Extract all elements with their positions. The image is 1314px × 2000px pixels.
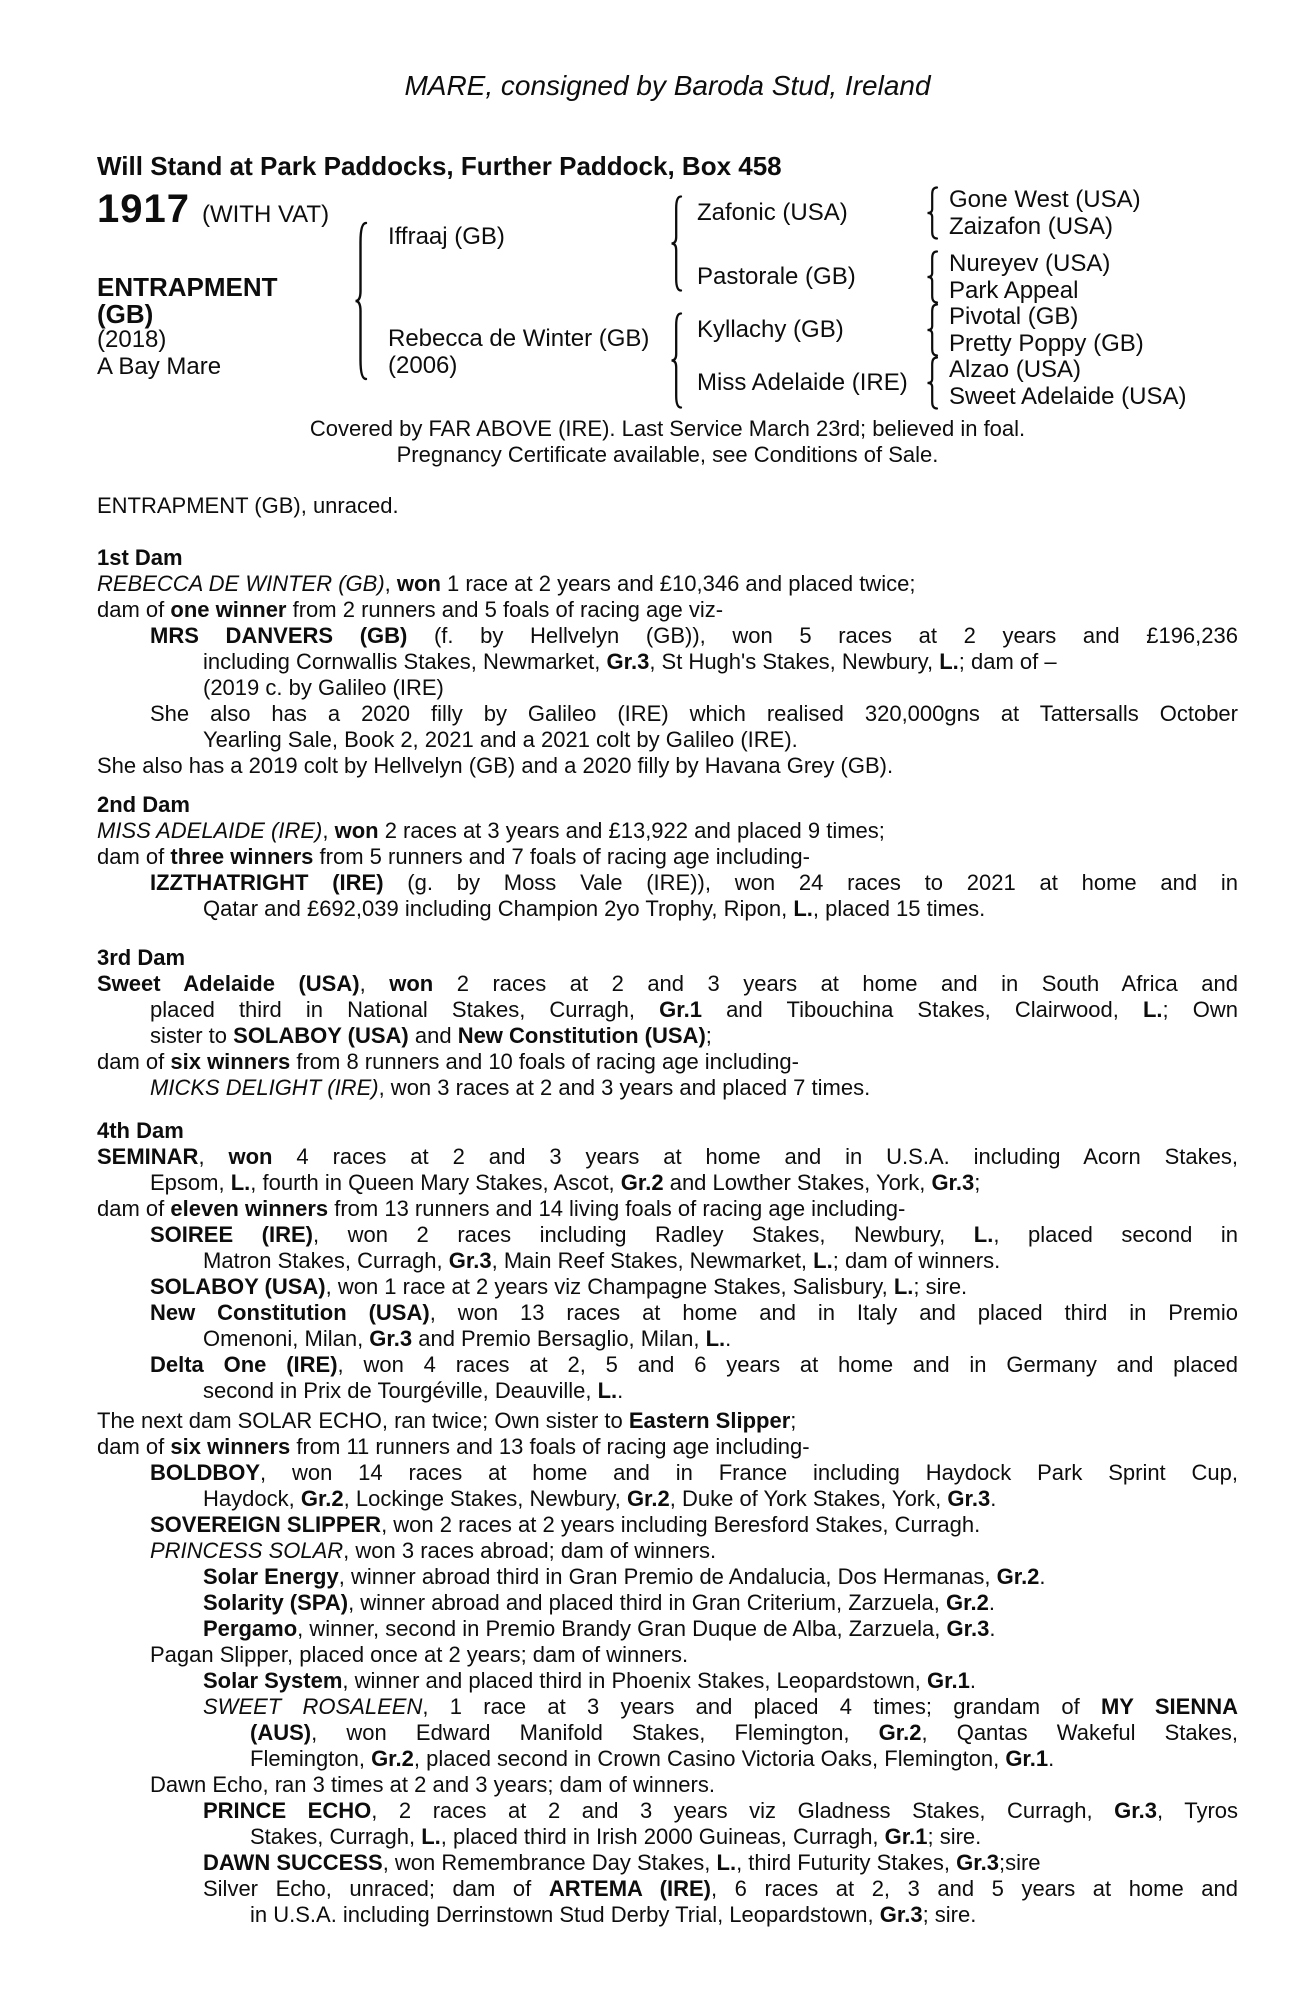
text-line xyxy=(150,1075,1238,1101)
text-line xyxy=(150,870,1238,896)
text-run: ; xyxy=(790,1408,797,1433)
dam-section-header: 2nd Dam xyxy=(97,792,190,817)
text-run: , won Remembrance Day Stakes, xyxy=(382,1850,717,1875)
text-run: , 1 race at 3 years and placed 4 times; grandam of xyxy=(422,1694,1101,1719)
brace-icon xyxy=(668,195,684,292)
text-run: Pergamo xyxy=(203,1616,298,1641)
horse-name-suffix: (GB) xyxy=(97,299,154,329)
text-run: (AUS) xyxy=(250,1720,312,1745)
text-run: SWEET ROSALEEN xyxy=(203,1694,423,1719)
text-line xyxy=(150,701,1238,727)
text-run: Gr.2 xyxy=(626,1486,670,1511)
text-run: . xyxy=(617,1378,624,1403)
text-run: six winners xyxy=(170,1049,291,1074)
text-run: IZZTHATRIGHT (IRE) xyxy=(150,870,384,895)
stand-location-line: Will Stand at Park Paddocks, Further Paddock, Box 458 xyxy=(97,151,782,181)
dam-section-header: 3rd Dam xyxy=(97,945,186,970)
text-line xyxy=(97,597,1238,623)
text-run: won xyxy=(334,818,379,843)
brace-icon xyxy=(924,356,940,410)
text-run: one winner xyxy=(170,597,287,622)
text-run: ; sire. xyxy=(922,1902,977,1927)
text-run: PRINCE ECHO xyxy=(203,1798,372,1823)
text-run: SOIREE (IRE) xyxy=(150,1222,313,1247)
text-run: Gr.2 xyxy=(996,1564,1040,1589)
consignor-line: MARE, consigned by Baroda Stud, Ireland xyxy=(404,70,931,101)
text-run: Gr.2 xyxy=(878,1720,922,1745)
text-run: ; xyxy=(705,1023,712,1048)
great-grandparent-name: Pretty Poppy (GB) xyxy=(949,330,1144,357)
dam-section-header: 4th Dam xyxy=(97,1118,184,1143)
text-line xyxy=(150,1222,1238,1248)
text-run: L. xyxy=(1142,997,1163,1022)
text-run: . xyxy=(725,1326,732,1351)
pregnancy-line: Pregnancy Certificate available, see Conditions of Sale. xyxy=(396,442,939,467)
text-run: , Qantas Wakeful Stakes, xyxy=(921,1720,1238,1745)
text-run: placed third in National Stakes, Curragh, xyxy=(150,997,660,1022)
text-run: , winner abroad third in Gran Premio de Andalucia, Dos Hermanas, xyxy=(338,1564,997,1589)
text-run: Matron Stakes, Curragh, xyxy=(203,1248,449,1273)
horse-name: ENTRAPMENT xyxy=(97,272,278,302)
text-run: Eastern Slipper xyxy=(628,1408,791,1433)
text-run: from 5 runners and 7 foals of racing age including- xyxy=(313,844,810,869)
sire-name: Iffraaj (GB) xyxy=(388,223,505,250)
text-run: dam of xyxy=(97,1196,171,1221)
text-run: Sweet Adelaide (USA) xyxy=(97,971,360,996)
text-run: , won 1 race at 2 years viz Champagne Stakes, Salisbury, xyxy=(325,1274,894,1299)
text-run: , Duke of York Stakes, York, xyxy=(669,1486,948,1511)
pedigree-section xyxy=(97,1118,1238,1404)
text-run: , won 4 races at 2, 5 and 6 years at home and in Germany and placed xyxy=(337,1352,1238,1377)
text-run: L. xyxy=(793,896,813,921)
text-run: in U.S.A. including Derrinstown Stud Derby Trial, Leopardstown, xyxy=(250,1902,880,1927)
text-run: L. xyxy=(597,1378,618,1403)
text-run: . xyxy=(1039,1564,1046,1589)
covered-line: Covered by FAR ABOVE (IRE). Last Service March 23rd; believed in foal. xyxy=(309,416,1026,441)
text-run: SOLABOY (USA) xyxy=(233,1023,409,1048)
text-run: Solarity (SPA) xyxy=(203,1590,349,1615)
text-run: Gr.3 xyxy=(956,1850,999,1875)
text-run: dam of xyxy=(97,597,171,622)
pedigree-table xyxy=(0,181,1314,416)
text-run: , won 3 races at 2 and 3 years and placed 7 times. xyxy=(378,1075,871,1100)
text-run: , placed second in xyxy=(993,1222,1238,1247)
text-run: The next dam SOLAR ECHO, ran twice; Own sister to xyxy=(97,1408,629,1433)
text-run: , 6 races at 2, 3 and 5 years at home and xyxy=(710,1876,1238,1901)
text-run: Gr.1 xyxy=(884,1824,928,1849)
text-run: Gr.3 xyxy=(606,649,650,674)
text-run: MY SIENNA xyxy=(1100,1694,1239,1719)
text-run: REBECCA DE WINTER (GB) xyxy=(97,571,385,596)
text-line xyxy=(203,649,1238,675)
pedigree-section xyxy=(97,1408,1238,1928)
great-grandparent-name: Alzao (USA) xyxy=(949,356,1082,383)
text-run: MRS DANVERS (GB) xyxy=(150,623,408,648)
text-line xyxy=(203,1616,1238,1642)
text-run: Delta One (IRE) xyxy=(150,1352,338,1377)
brace-icon xyxy=(924,186,940,240)
text-run: Gr.3 xyxy=(448,1248,492,1273)
text-run: , won 13 races at home and in Italy and placed third in Premio xyxy=(429,1300,1238,1325)
great-grandparent-name: Nureyev (USA) xyxy=(949,250,1111,277)
text-run: SOVEREIGN SLIPPER xyxy=(150,1512,382,1537)
text-run: . xyxy=(989,1616,996,1641)
text-run: She also has a 2020 filly by Galileo (IRE) which realised 320,000gns at Tattersalls October xyxy=(150,701,1238,726)
text-run: from 11 runners and 13 foals of racing age including- xyxy=(290,1434,810,1459)
text-run: eleven winners xyxy=(170,1196,329,1221)
horse-year: (2018) xyxy=(97,326,167,353)
text-line xyxy=(97,1434,1238,1460)
text-line xyxy=(150,1460,1238,1486)
text-line xyxy=(97,1144,1238,1170)
text-run: MICKS DELIGHT (IRE) xyxy=(150,1075,379,1100)
text-run: ; Own xyxy=(1162,997,1238,1022)
text-run: from 8 runners and 10 foals of racing age including- xyxy=(290,1049,799,1074)
text-run: ARTEMA (IRE) xyxy=(548,1876,711,1901)
text-run: Gr.3 xyxy=(1114,1798,1157,1823)
text-run: , placed 15 times. xyxy=(812,896,986,921)
pedigree-section xyxy=(97,792,1238,922)
text-run: ; sire. xyxy=(927,1824,982,1849)
text-run: , winner and placed third in Phoenix Stakes, Leopardstown, xyxy=(342,1668,927,1693)
brace-icon xyxy=(924,303,940,357)
text-run: and Tibouchina Stakes, Clairwood, xyxy=(701,997,1143,1022)
text-line xyxy=(97,1408,1238,1434)
text-run: 2 races at 3 years and £13,922 and placed 9 times; xyxy=(378,818,885,843)
text-run: , winner abroad and placed third in Gran Criterium, Zarzuela, xyxy=(348,1590,947,1615)
text-run: , won 14 races at home and in France including Haydock Park Sprint Cup, xyxy=(260,1460,1238,1485)
text-run: (f. by Hellvelyn (GB)), won 5 races at 2 years and £196,236 xyxy=(407,623,1238,648)
brace-icon xyxy=(668,312,684,409)
text-line xyxy=(203,1798,1238,1824)
text-run: , xyxy=(198,1144,229,1169)
text-run: , placed third in Irish 2000 Guineas, Curragh, xyxy=(440,1824,885,1849)
text-line xyxy=(97,844,1238,870)
text-line xyxy=(203,1326,1238,1352)
text-line xyxy=(150,997,1238,1023)
text-run: L. xyxy=(716,1850,737,1875)
text-line xyxy=(203,1564,1238,1590)
text-run: ; xyxy=(974,1170,981,1195)
text-run: Solar Energy xyxy=(203,1564,339,1589)
great-grandparent-name: Zaizafon (USA) xyxy=(949,213,1114,240)
text-run: SOLABOY (USA) xyxy=(150,1274,326,1299)
text-line xyxy=(97,493,1238,519)
text-line xyxy=(203,675,1238,701)
text-line xyxy=(203,1694,1238,1720)
text-run: from 13 runners and 14 living foals of racing age including- xyxy=(328,1196,906,1221)
text-run: Stakes, Curragh, xyxy=(250,1824,422,1849)
text-run: New Constitution (USA) xyxy=(150,1300,430,1325)
text-run: six winners xyxy=(170,1434,291,1459)
text-run: dam of xyxy=(97,1434,171,1459)
text-run: Yearling Sale, Book 2, 2021 and a 2021 colt by Galileo (IRE). xyxy=(203,727,798,752)
dam-year: (2006) xyxy=(388,352,458,379)
text-line xyxy=(150,1642,1238,1668)
text-line xyxy=(203,727,1238,753)
text-run: DAWN SUCCESS xyxy=(203,1850,383,1875)
text-line xyxy=(150,1772,1238,1798)
text-run: , won 2 races at 2 years including Beresford Stakes, Curragh. xyxy=(381,1512,981,1537)
text-run: 1 race at 2 years and £10,346 and placed twice; xyxy=(440,571,916,596)
text-line xyxy=(150,1538,1238,1564)
text-run: (g. by Moss Vale (IRE)), won 24 races to 2021 at home and in xyxy=(383,870,1238,895)
text-line xyxy=(150,1512,1238,1538)
great-grandparent-name: Pivotal (GB) xyxy=(949,303,1079,330)
text-run: Gr.2 xyxy=(946,1590,989,1615)
text-run: New Constitution (USA) xyxy=(457,1023,706,1048)
brace-icon xyxy=(352,221,370,381)
text-run: , Lockinge Stakes, Newbury, xyxy=(343,1486,627,1511)
text-line xyxy=(150,1170,1238,1196)
text-line xyxy=(203,1850,1238,1876)
text-run: PRINCESS SOLAR xyxy=(150,1538,344,1563)
text-run: Gr.3 xyxy=(946,1616,990,1641)
text-run: Haydock, xyxy=(203,1486,301,1511)
text-run: Gr.3 xyxy=(931,1170,975,1195)
text-line xyxy=(150,1023,1238,1049)
grandsire-name: Kyllachy (GB) xyxy=(697,316,844,343)
granddam-name: Miss Adelaide (IRE) xyxy=(697,369,908,396)
text-run: , won Edward Manifold Stakes, Flemington, xyxy=(311,1720,879,1745)
text-run: , St Hugh's Stakes, Newbury, xyxy=(649,649,940,674)
text-run: won xyxy=(228,1144,273,1169)
text-line xyxy=(250,1824,1238,1850)
text-run: Gr.3 xyxy=(947,1486,991,1511)
text-line xyxy=(203,1876,1238,1902)
text-run: Gr.2 xyxy=(300,1486,344,1511)
text-run: L. xyxy=(939,649,959,674)
text-run: dam of xyxy=(97,1049,171,1074)
text-line xyxy=(203,1486,1238,1512)
text-run: ; dam of winners. xyxy=(832,1248,1001,1273)
text-run: won xyxy=(389,971,434,996)
text-run: and Lowther Stakes, York, xyxy=(663,1170,932,1195)
text-run: , Tyros xyxy=(1156,1798,1239,1823)
text-run: from 2 runners and 5 foals of racing age viz- xyxy=(286,597,724,622)
dam-name: Rebecca de Winter (GB) xyxy=(388,325,650,352)
text-run: Pagan Slipper, placed once at 2 years; dam of winners. xyxy=(150,1642,689,1667)
vat-note: (WITH VAT) xyxy=(201,201,330,228)
text-run: Flemington, xyxy=(250,1746,372,1771)
text-run: second in Prix de Tourgéville, Deauville, xyxy=(203,1378,598,1403)
text-line xyxy=(203,1590,1238,1616)
text-run: ; dam of – xyxy=(958,649,1057,674)
text-line xyxy=(203,1248,1238,1274)
text-run: , won 2 races including Radley Stakes, Newbury, xyxy=(313,1222,974,1247)
text-run: , xyxy=(322,818,335,843)
text-run: Silver Echo, unraced; dam of xyxy=(203,1876,549,1901)
text-line xyxy=(97,971,1238,997)
text-run: (2019 c. by Galileo (IRE) xyxy=(203,675,444,700)
text-run: , Main Reef Stakes, Newmarket, xyxy=(491,1248,814,1273)
great-grandparent-name: Sweet Adelaide (USA) xyxy=(949,383,1187,410)
pedigree-section xyxy=(97,545,1238,779)
text-line xyxy=(97,571,1238,597)
text-line xyxy=(97,1049,1238,1075)
text-run: L. xyxy=(813,1248,833,1273)
text-run: and Premio Bersaglio, Milan, xyxy=(412,1326,706,1351)
text-run: three winners xyxy=(170,844,314,869)
text-run: SEMINAR xyxy=(97,1144,199,1169)
great-grandparent-name: Park Appeal xyxy=(949,277,1079,304)
text-line xyxy=(203,1668,1238,1694)
lot-number: 1917 xyxy=(97,187,190,231)
text-run: Gr.1 xyxy=(1005,1746,1049,1771)
text-run: Gr.3 xyxy=(879,1902,923,1927)
text-line xyxy=(203,1378,1238,1404)
text-run: won xyxy=(396,571,441,596)
pedigree-text-body xyxy=(0,493,1314,1928)
text-run: Gr.1 xyxy=(659,997,702,1022)
text-run: , placed second in Crown Casino Victoria Oaks, Flemington, xyxy=(413,1746,1006,1771)
text-line xyxy=(250,1902,1238,1928)
text-run: , xyxy=(384,571,397,596)
text-run: . xyxy=(988,1590,995,1615)
text-line xyxy=(150,1352,1238,1378)
text-run: L. xyxy=(973,1222,994,1247)
text-line xyxy=(203,896,1238,922)
text-run: , won 3 races abroad; dam of winners. xyxy=(343,1538,717,1563)
text-run: Gr.1 xyxy=(927,1668,970,1693)
text-line xyxy=(150,1300,1238,1326)
text-run: Gr.2 xyxy=(371,1746,414,1771)
horse-colour: A Bay Mare xyxy=(97,353,222,380)
text-run: and xyxy=(408,1023,458,1048)
text-line xyxy=(150,623,1238,649)
text-run: L. xyxy=(893,1274,914,1299)
great-grandparent-name: Gone West (USA) xyxy=(949,186,1141,213)
granddam-name: Pastorale (GB) xyxy=(697,263,856,290)
text-run: ; sire. xyxy=(913,1274,968,1299)
grandsire-name: Zafonic (USA) xyxy=(697,199,848,226)
text-run: L. xyxy=(705,1326,726,1351)
text-line xyxy=(97,818,1238,844)
text-run: , 2 races at 2 and 3 years viz Gladness Stakes, Curragh, xyxy=(371,1798,1115,1823)
text-run: sister to xyxy=(150,1023,234,1048)
text-run: 2 races at 2 and 3 years at home and in South Africa and xyxy=(433,971,1239,996)
text-run: . xyxy=(969,1668,976,1693)
text-run: Solar System xyxy=(203,1668,343,1693)
text-run: , fourth in Queen Mary Stakes, Ascot, xyxy=(250,1170,621,1195)
dam-section-header: 1st Dam xyxy=(97,545,183,570)
text-run: 4 races at 2 and 3 years at home and in U.S.A. including Acorn Stakes, xyxy=(272,1144,1238,1169)
lot-block xyxy=(97,187,329,232)
text-line xyxy=(150,1274,1238,1300)
text-line xyxy=(250,1720,1238,1746)
text-run: MISS ADELAIDE (IRE) xyxy=(97,818,323,843)
text-run: ;sire xyxy=(998,1850,1041,1875)
pedigree-section xyxy=(97,493,1238,519)
pedigree-section xyxy=(97,945,1238,1101)
text-line xyxy=(97,1196,1238,1222)
text-run: including Cornwallis Stakes, Newmarket, xyxy=(203,649,607,674)
text-line xyxy=(97,753,1238,779)
text-run: , third Futurity Stakes, xyxy=(736,1850,957,1875)
text-run: . xyxy=(990,1486,997,1511)
text-run: Dawn Echo, ran 3 times at 2 and 3 years; dam of winners. xyxy=(150,1772,715,1797)
brace-icon xyxy=(924,250,940,304)
text-run: Omenoni, Milan, xyxy=(203,1326,370,1351)
text-run: She also has a 2019 colt by Hellvelyn (GB) and a 2020 filly by Havana Grey (GB). xyxy=(97,753,894,778)
text-run: L. xyxy=(230,1170,251,1195)
text-run: dam of xyxy=(97,844,171,869)
text-run: , winner, second in Premio Brandy Gran Duque de Alba, Zarzuela, xyxy=(297,1616,947,1641)
text-run: Epsom, xyxy=(150,1170,231,1195)
text-run: L. xyxy=(421,1824,441,1849)
text-run: Qatar and £692,039 including Champion 2yo Trophy, Ripon, xyxy=(203,896,794,921)
text-run: . xyxy=(1048,1746,1055,1771)
text-run: ENTRAPMENT (GB), unraced. xyxy=(97,493,399,518)
text-line xyxy=(250,1746,1238,1772)
text-run: BOLDBOY xyxy=(150,1460,260,1485)
text-run: Gr.3 xyxy=(369,1326,413,1351)
text-run: Gr.2 xyxy=(620,1170,664,1195)
text-run: , xyxy=(359,971,390,996)
